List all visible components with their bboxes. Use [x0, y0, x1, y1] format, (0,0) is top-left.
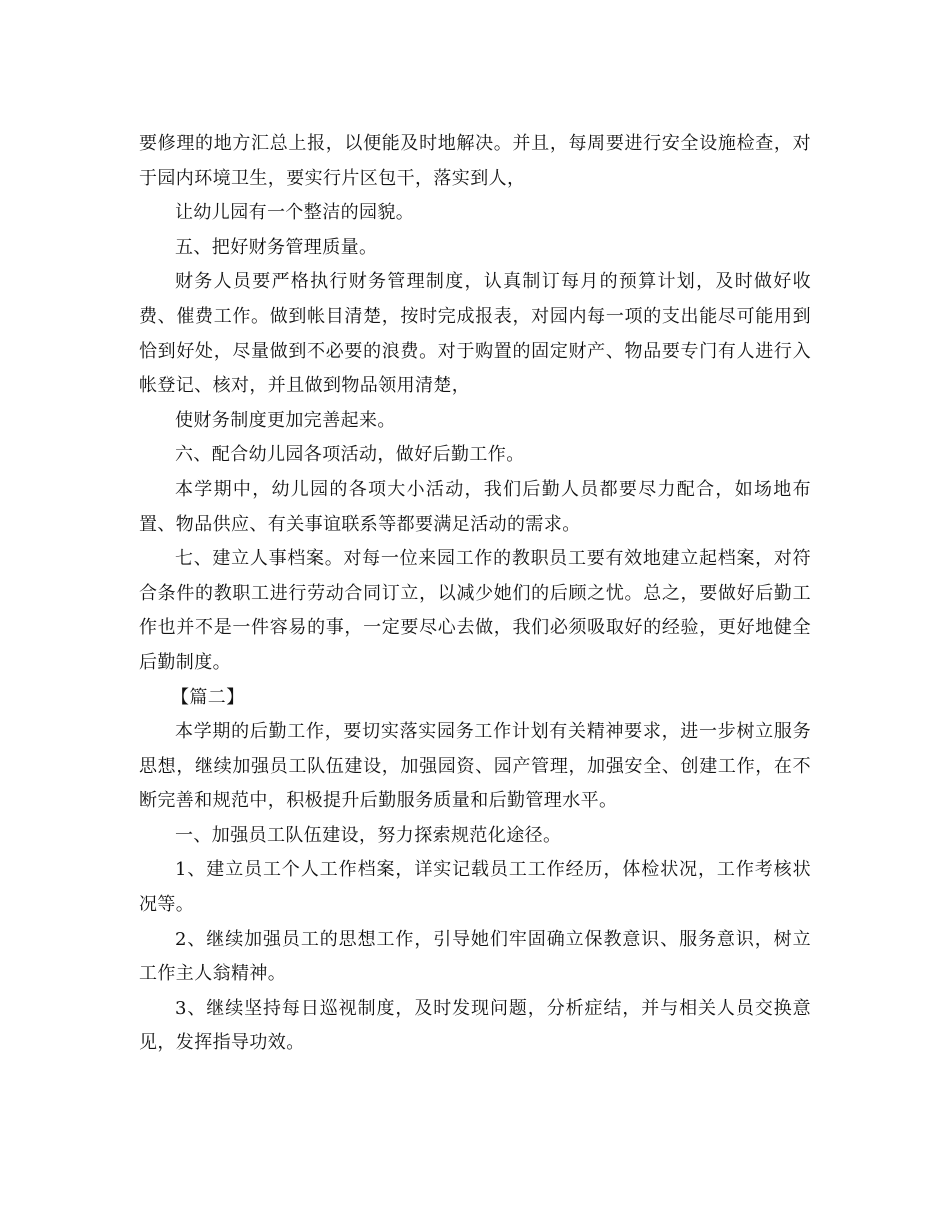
paragraph-finance: 财务人员要严格执行财务管理制度，认真制订每月的预算计划，及时做好收费、催费工作。做到帐目清楚，按时完成报表，对园内每一项的支出能尽可能用到恰到好处，尽量做到不必要的浪费。对于购置的固定财产、物品要专门有人进行入帐登记、核对，并且做到物品领用清楚，: [139, 271, 811, 397]
paragraph-finance-system: 使财务制度更加完善起来。: [175, 409, 396, 431]
paragraph-personnel-files: 七、建立人事档案。对每一位来园工作的教职员工要有效地建立起档案，对符合条件的教职工进行劳动合同订立，以减少她们的后顾之忧。总之，要做好后勤工作也并不是一件容易的事，一定要尽心去做，我们必须吸取好的经验，更好地健全后勤制度。: [139, 548, 811, 673]
list-item-1: 1、建立员工个人工作档案，详实记载员工工作经历，体检状况，工作考核状况等。: [139, 859, 811, 916]
paragraph-semester-intro: 本学期的后勤工作，要切实落实园务工作计划有关精神要求，进一步树立服务思想，继续加强员工队伍建设，加强园资、园产管理，加强安全、创建工作，在不断完善和规范中，积极提升后勤服务质量和后勤管理水平。: [139, 721, 811, 812]
section-heading-finance: 五、把好财务管理质量。: [175, 236, 378, 258]
section-heading-staff: 一、加强员工队伍建设，努力探索规范化途径。: [175, 824, 562, 846]
section-heading-part-two: 【篇二】: [171, 686, 245, 708]
list-item-2: 2、继续加强员工的思想工作，引导她们牢固确立保教意识、服务意识，树立工作主人翁精神。: [139, 928, 811, 985]
document-page: [139, 127, 811, 1061]
paragraph-tidy-appearance: 让幼儿园有一个整洁的园貌。: [175, 202, 415, 224]
paragraph-continuation: 要修理的地方汇总上报，以便能及时地解决。并且，每周要进行安全设施检查，对于园内环境卫生，要实行片区包干，落实到人，: [139, 133, 811, 189]
section-heading-activities: 六、配合幼儿园各项活动，做好后勤工作。: [175, 444, 525, 466]
paragraph-activities: 本学期中，幼儿园的各项大小活动，我们后勤人员都要尽力配合，如场地布置、物品供应、有关事谊联系等都要满足活动的需求。: [139, 478, 811, 535]
list-item-3: 3、继续坚持每日巡视制度，及时发现问题，分析症结，并与相关人员交换意见，发挥指导功效。: [139, 997, 811, 1054]
